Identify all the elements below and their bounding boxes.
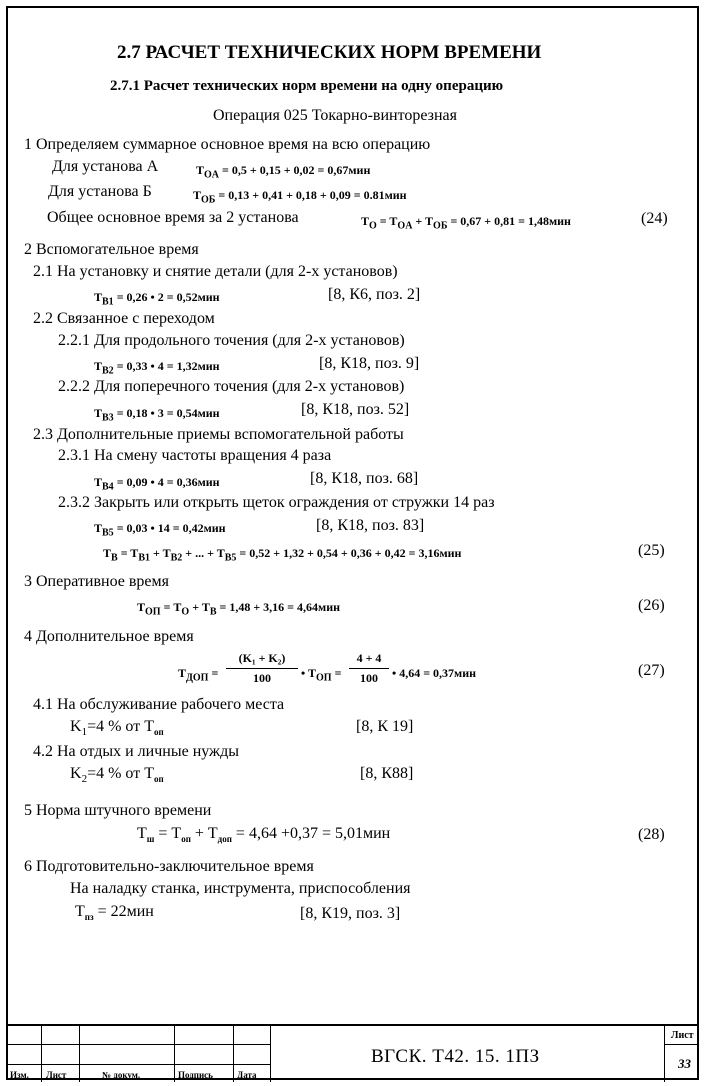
s1-heading: 1 Определяем суммарное основное время на всю операцию [24, 136, 431, 153]
s1-total-label: Общее основное время за 2 установа [47, 209, 299, 226]
fraction-k1-k2: $\frac{\text{(K₁ + K₂)}}{100}$ [226, 651, 298, 686]
s6-heading: 6 Подготовительно-заключительное время [24, 858, 314, 875]
top-formula: $T_{OП} = T_O + T_B = 1,48 + 3,16 = 4,64мин$ [137, 600, 341, 618]
s4-heading: 4 Дополнительное время [24, 628, 194, 645]
s1-a-label: Для установа А [52, 158, 159, 175]
k1-ref: [8, К 19] [356, 718, 414, 735]
s2-2-2-heading: 2.2.2 Для поперечного точения (для 2-х установов) [58, 378, 405, 395]
k2-line: $K_2=4$ % от $Т_{оп}$ [70, 765, 164, 786]
title-block [6, 1024, 699, 1080]
s2-1-heading: 2.1 На установку и снятие детали (для 2-х установов) [33, 263, 398, 280]
s1-b-formula: $T_{OБ} = 0,13 + 0,41 + 0,18 + 0,09 = 0.81мин$ [193, 188, 407, 206]
k1-line: $K_1=4$ % от $Т_{оп}$ [70, 718, 164, 739]
tv2-formula: $T_{B2} = 0,33$ • 4 = 1,32мин [94, 359, 220, 377]
tv1-formula: $T_{B1} = 0,26$ • 2 = 0,52мин [94, 290, 220, 308]
s2-3-heading: 2.3 Дополнительные приемы вспомогательной работы [33, 426, 404, 443]
s2-2-1-heading: 2.2.1 Для продольного точения (для 2-х установов) [58, 332, 405, 349]
s1-b-label: Для установа Б [48, 183, 152, 200]
s2-heading: 2 Вспомогательное время [24, 241, 199, 258]
tv1-ref: [8, К6, поз. 2] [328, 286, 421, 303]
s1-a-formula: $T_{OA} = 0,5 + 0,15 + 0,02 = 0,67мин$ [196, 163, 371, 181]
eq-number-27: (27) [638, 662, 665, 679]
s2-3-2-heading: 2.3.2 Закрыть или открыть щеток ограждения от стружки 14 раз [58, 494, 495, 511]
tsh-formula: $T_ш = T_{оп} + T_{доп} = 4,64 +0,37 = 5,01мин$ [137, 825, 391, 845]
stamp-list: Лист [46, 1070, 67, 1080]
tv3-formula: $T_{B3} = 0,18$ • 3 = 0,54мин [94, 406, 220, 424]
s4-1-heading: 4.1 На обслуживание рабочего места [33, 696, 285, 713]
s1-total-formula: $T_O = T_{OA} + T_{OБ} = 0,67 + 0,81 = 1,48мин$ [361, 214, 571, 232]
stamp-date: Дата [237, 1070, 257, 1080]
tv3-ref: [8, К18, поз. 52] [301, 401, 410, 418]
s2-2-heading: 2.2 Связанное с переходом [33, 310, 215, 327]
s5-heading: 5 Норма штучного времени [24, 802, 212, 819]
s4-2-heading: 4.2 На отдых и личные нужды [33, 743, 239, 760]
s3-heading: 3 Оперативное время [24, 573, 170, 590]
eq-number-26: (26) [638, 597, 665, 614]
tv-sum-formula: $T_B = T_{B1} + T_{B2}$ + ... + $T_{B5} = 0,52 + 1,32 + 0,54 + 0,36 + 0,42 = 3,16мин$ [103, 546, 462, 564]
stamp-doc: № докум. [102, 1070, 141, 1080]
tv4-ref: [8, К18, поз. 68] [310, 470, 419, 487]
tv2-ref: [8, К18, поз. 9] [319, 355, 420, 372]
tpz-ref: [8, К19, поз. 3] [300, 905, 401, 922]
sheet-label: Лист [671, 1030, 694, 1041]
eq-number-28: (28) [638, 826, 665, 843]
eq-number-25: (25) [638, 542, 665, 559]
tdop-label: $T_{ДОП}$ = [178, 666, 219, 684]
s2-3-1-heading: 2.3.1 На смену частоты вращения 4 раза [58, 447, 332, 464]
fraction-4-4: $\frac{4 + 4}{100}$ [349, 651, 389, 686]
tdop-mul-top: • $T_{OП}$ = [301, 666, 342, 684]
tv5-formula: $T_{B5} = 0,03$ • 14 = 0,42мин [94, 521, 226, 539]
k2-ref: [8, К88] [360, 765, 414, 782]
tv5-ref: [8, К18, поз. 83] [316, 517, 425, 534]
section-subtitle: 2.7.1 Расчет технических норм времени на одну операцию [110, 78, 504, 94]
tdop-result: • 4,64 = 0,37мин [392, 666, 477, 680]
stamp-sign: Подпись [178, 1070, 213, 1080]
stamp-izm: Изм. [10, 1070, 29, 1080]
sheet-number: 33 [678, 1056, 691, 1071]
tpz-formula: $T_{пз} = 22мин$ [75, 903, 154, 923]
tv4-formula: $T_{B4} = 0,09$ • 4 = 0,36мин [94, 475, 220, 493]
document-code: ВГСК. Т42. 15. 1ПЗ [371, 1046, 540, 1067]
operation-title: Операция 025 Токарно-винторезная [213, 107, 457, 124]
eq-number-24: (24) [641, 210, 668, 227]
section-title: 2.7 РАСЧЕТ ТЕХНИЧЕСКИХ НОРМ ВРЕМЕНИ [117, 42, 542, 63]
s6-line: На наладку станка, инструмента, приспособления [70, 880, 411, 897]
